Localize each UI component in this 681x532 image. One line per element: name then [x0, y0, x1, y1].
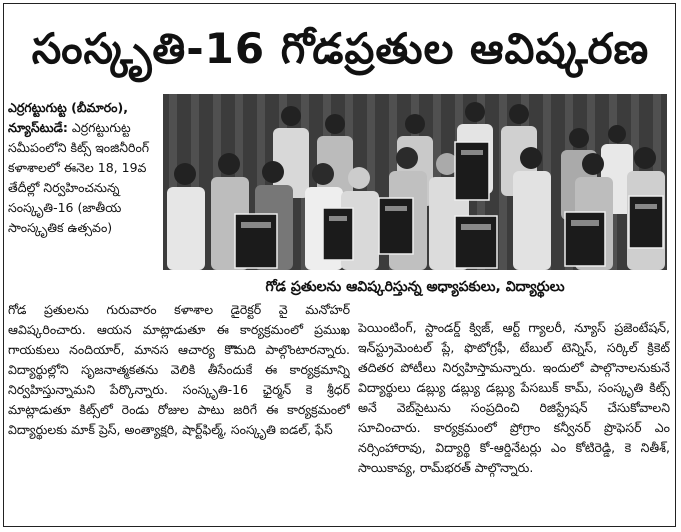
article-intro: ఎర్రగట్టుగుట్ట సమీపంలోని కిట్స్ ఇంజినీరింగ్ కళాశాలలో ఈనెల 18, 19వ తేదీల్లో నిర్వహించనున్న సంస్కృతి-16 (జాతీయ సాంస్కృతిక ఉత్సవం)	[8, 120, 150, 235]
photo-caption: గోడ ప్రతులను ఆవిష్కరిస్తున్న అధ్యాపకులు, విద్యార్థులు	[265, 279, 565, 295]
article-headline: సంస్కృతి-16 గోడప్రతుల ఆవిష్కరణ	[31, 24, 650, 73]
article-body-right	[358, 318, 670, 524]
article-paragraph: గోడ ప్రతులను గురువారం కళాశాల డైరెక్టర్ వై మనోహర్ ఆవిష్కరించారు. ఆయన మాట్లాడుతూ ఈ కార్యక్రమంలో ప్రముఖ గాయకులు నందియార్, మానస ఆచార్య కొౌమది పాల్గొంటారన్నారు. విద్యార్థుల్లోని సృజనాత్మకతను వెలికి తీసేందుకే ఈ కార్యక్రమాన్ని నిర్వహిస్తున్నామని పేర్కొన్నారు. సంస్కృతి-16 ఛైర్మన్ కె శ్రీధర్ మాట్లాడుతూ కిట్స్‌లో రెండు రోజుల పాటు జరిగే ఈ కార్యక్రమంలో విద్యార్థులకు మాక్ ప్రెస్, అంత్యాక్షరి, షార్ట్‌ఫిల్మ్, సంస్కృతి ఐడల్, ఫేస్	[8, 302, 350, 437]
photo-illustration	[163, 94, 667, 270]
article-paragraph: పెయింటింగ్, స్టాండర్డ్ క్విజ్, ఆర్ట్ గ్యాలరీ, న్యూస్ ప్రజెంటేషన్, ఇన్‌స్ట్రుమెంటల్ ప్లే, ఫొటోగ్రఫీ, టేబుల్ టెన్నిస్, సర్కిల్ క్రికెట్ తదితర పోటీలు నిర్వహిస్తామన్నారు. ఇందులో పాల్గొనాలనుకునే విద్యార్థులు డబ్ల్యు డబ్ల్యు డబ్ల్యు పేసబుక్ కామ్, సంస్కృతి కిట్స్ అనే వెబ్‌సైటును సంప్రదించి రిజిస్ట్రేషన్ చేసుకోవాలని సూచించారు. కార్యక్రమంలో ప్రోగ్రాం కన్వీనర్ ప్రొఫెసర్ ఎం నర్సింహారావు, విద్యార్థి కో-ఆర్డినేటర్లు ఎం కోటిరెడ్డి, కె నితీశ్, సాయికావ్య, రామ్‌భరత్ పాల్గొన్నారు.	[358, 320, 670, 475]
article-photo	[163, 94, 667, 270]
article-lead-column	[8, 98, 158, 298]
article-body-left	[8, 300, 350, 524]
article-dateline: ఎర్రగట్టుగుట్ట (బీమారం), న్యూస్‌టుడే:	[8, 100, 128, 135]
